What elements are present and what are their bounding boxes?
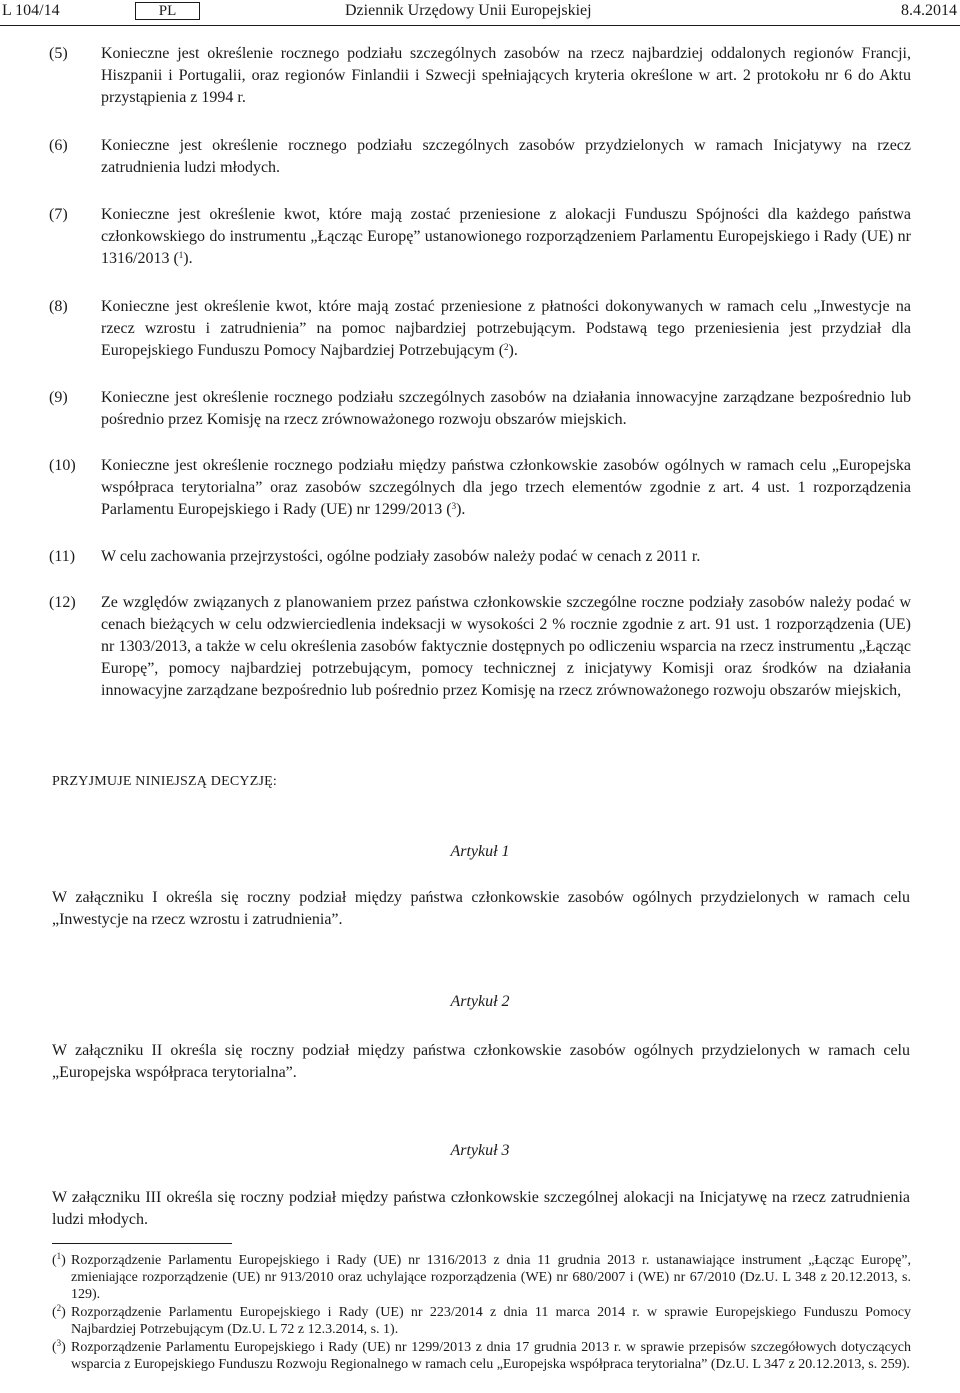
footnote-text: Rozporządzenie Parlamentu Europejskiego i Rady (UE) nr 1299/2013 z dnia 17 grudnia 2013 r. w sprawie przepisów szczegółowych dotyczących wsparcia z Europejskiego Funduszu Rozwoju Regionalnego w ramach celu „Europejska współpraca terytorialna” (Dz.U. L 347 z 20.12.2013, s. 259). bbox=[71, 1340, 911, 1372]
recital-number: (12) bbox=[49, 594, 76, 611]
journal-title: Dziennik Urzędowy Unii Europejskiej bbox=[345, 2, 592, 19]
recital-number: (6) bbox=[49, 137, 68, 154]
recital-text bbox=[101, 204, 911, 270]
recital-text: Konieczne jest określenie rocznego podziału szczególnych zasobów na rzecz najbardziej oddalonych regionów Francji, Hiszpanii i Portugalii, oraz regionów Finlandii i Szwecji spełniających kryteria określone w art. 2 protokołu nr 6 do Aktu przystąpienia z 1994 r. bbox=[101, 45, 911, 106]
recital-number: (10) bbox=[49, 457, 76, 474]
recital-text bbox=[101, 296, 911, 362]
publication-date: 8.4.2014 bbox=[901, 2, 957, 19]
footnote-ref[interactable]: 2 bbox=[504, 342, 509, 352]
article-1-title: Artykuł 1 bbox=[450, 843, 510, 860]
adoption-formula: PRZYJMUJE NINIEJSZĄ DECYZJĘ: bbox=[52, 774, 277, 789]
recital-tail: ). bbox=[183, 250, 193, 267]
recital-text: Ze względów związanych z planowaniem przez państwa członkowskie szczególne roczne podziały zasobów należy podać w cenach bieżących w celu odzwierciedlenia indeksacji w wysokości 2 % rocznie zgodnie z art. 91 ust. 1 rozporządzenia (UE) nr 1303/2013, a także w celu określenia zasobów faktycznie dostępnych po odliczeniu wsparcia na rzecz instrumentu „Łącząc Europę”, pomocy najbardziej potrzebującym, pomocy technicznej z inicjatywy Komisji oraz środków na działania innowacyjne zarządzane bezpośrednio lub pośrednio przez Komisję na rzecz zrównoważonego rozwoju obszarów miejskich, bbox=[101, 594, 911, 699]
footnote-ref[interactable]: 1 bbox=[178, 250, 184, 260]
footnote-text: Rozporządzenie Parlamentu Europejskiego i Rady (UE) nr 1316/2013 z dnia 11 grudnia 2013 r. ustanawiające instrument „Łącząc Europę”, zmieniające rozporządzenie (UE) nr 913/2010 oraz uchylające rozporządzenia (WE) nr 680/2007 i (WE) nr 67/2010 (Dz.U. L 348 z 20.12.2013, s. 129). bbox=[71, 1253, 911, 1302]
recital-body: Konieczne jest określenie kwot, które mają zostać przeniesione z płatności dokonywanych w ramach celu „Inwestycje na rzecz wzrostu i zatrudnienia” na pomoc najbardziej potrzebującym. Podstawą tego przeniesienia jest przydział dla Europejskiego Funduszu Pomocy Najbardziej Potrzebującym ( bbox=[101, 298, 911, 359]
recital-body: Konieczne jest określenie rocznego podziału między państwa członkowskie zasobów ogólnych w ramach celu „Europejska współpraca terytorialna” oraz zasobów szczególnych dla jego trzech elementów zgodnie z art. 4 ust. 1 rozporządzenia Parlamentu Europejskiego i Rady (UE) nr 1299/2013 ( bbox=[101, 457, 911, 518]
page-reference: L 104/14 bbox=[2, 2, 60, 19]
recital-number: (8) bbox=[49, 298, 68, 315]
recital-text: W celu zachowania przejrzystości, ogólne podziały zasobów należy podać w cenach z 2011 r. bbox=[101, 548, 701, 565]
recital-number: (5) bbox=[49, 45, 68, 62]
recital-text: Konieczne jest określenie rocznego podziału szczególnych zasobów na działania innowacyjne zarządzane bezpośrednio lub pośrednio przez Komisję na rzecz zrównoważonego rozwoju obszarów miejskich. bbox=[101, 389, 911, 428]
recital-text: Konieczne jest określenie rocznego podziału szczególnych zasobów przydzielonych w ramach Inicjatywy na rzecz zatrudnienia ludzi młodych. bbox=[101, 137, 911, 176]
page-header bbox=[0, 0, 960, 26]
article-3-text: W załączniku III określa się roczny podział między państwa członkowskie szczególnej alokacji na Inicjatywę na rzecz zatrudnienia ludzi młodych. bbox=[52, 1189, 910, 1228]
recital-number: (9) bbox=[49, 389, 68, 406]
recital-number: (11) bbox=[49, 548, 76, 565]
footnote-marker: ($^3$) bbox=[52, 1338, 66, 1355]
recital-tail: ). bbox=[456, 501, 466, 518]
footnote-marker: ($^1$) bbox=[52, 1251, 66, 1268]
article-3-title: Artykuł 3 bbox=[450, 1142, 510, 1159]
article-1-text: W załączniku I określa się roczny podział między państwa członkowskie zasobów ogólnych przydzielonych w ramach celu „Inwestycje na rzecz wzrostu i zatrudnienia”. bbox=[52, 889, 910, 928]
article-2-text: W załączniku II określa się roczny podział między państwa członkowskie zasobów ogólnych przydzielonych w ramach celu „Europejska współpraca terytorialna”. bbox=[52, 1042, 910, 1081]
recital-text bbox=[101, 455, 911, 521]
footnote-separator bbox=[52, 1243, 232, 1244]
footnote-ref[interactable]: 3 bbox=[451, 501, 457, 511]
recital-body: Konieczne jest określenie kwot, które mają zostać przeniesione z alokacji Funduszu Spójności dla każdego państwa członkowskiego do instrumentu „Łącząc Europę” ustanowionego rozporządzeniem Parlamentu Europejskiego i Rady (UE) nr 1316/2013 ( bbox=[101, 206, 911, 267]
footnote-marker: ($^2$) bbox=[52, 1303, 66, 1320]
article-2-title: Artykuł 2 bbox=[450, 993, 510, 1010]
recital-number: (7) bbox=[49, 206, 68, 223]
header-rule bbox=[0, 25, 960, 26]
recital-tail: ). bbox=[508, 342, 518, 359]
language-box: PL bbox=[135, 2, 200, 20]
footnote-text: Rozporządzenie Parlamentu Europejskiego i Rady (UE) nr 223/2014 z dnia 11 marca 2014 r. w sprawie Europejskiego Funduszu Pomocy Najbardziej Potrzebującym (Dz.U. L 72 z 12.3.2014, s. 1). bbox=[71, 1305, 911, 1337]
